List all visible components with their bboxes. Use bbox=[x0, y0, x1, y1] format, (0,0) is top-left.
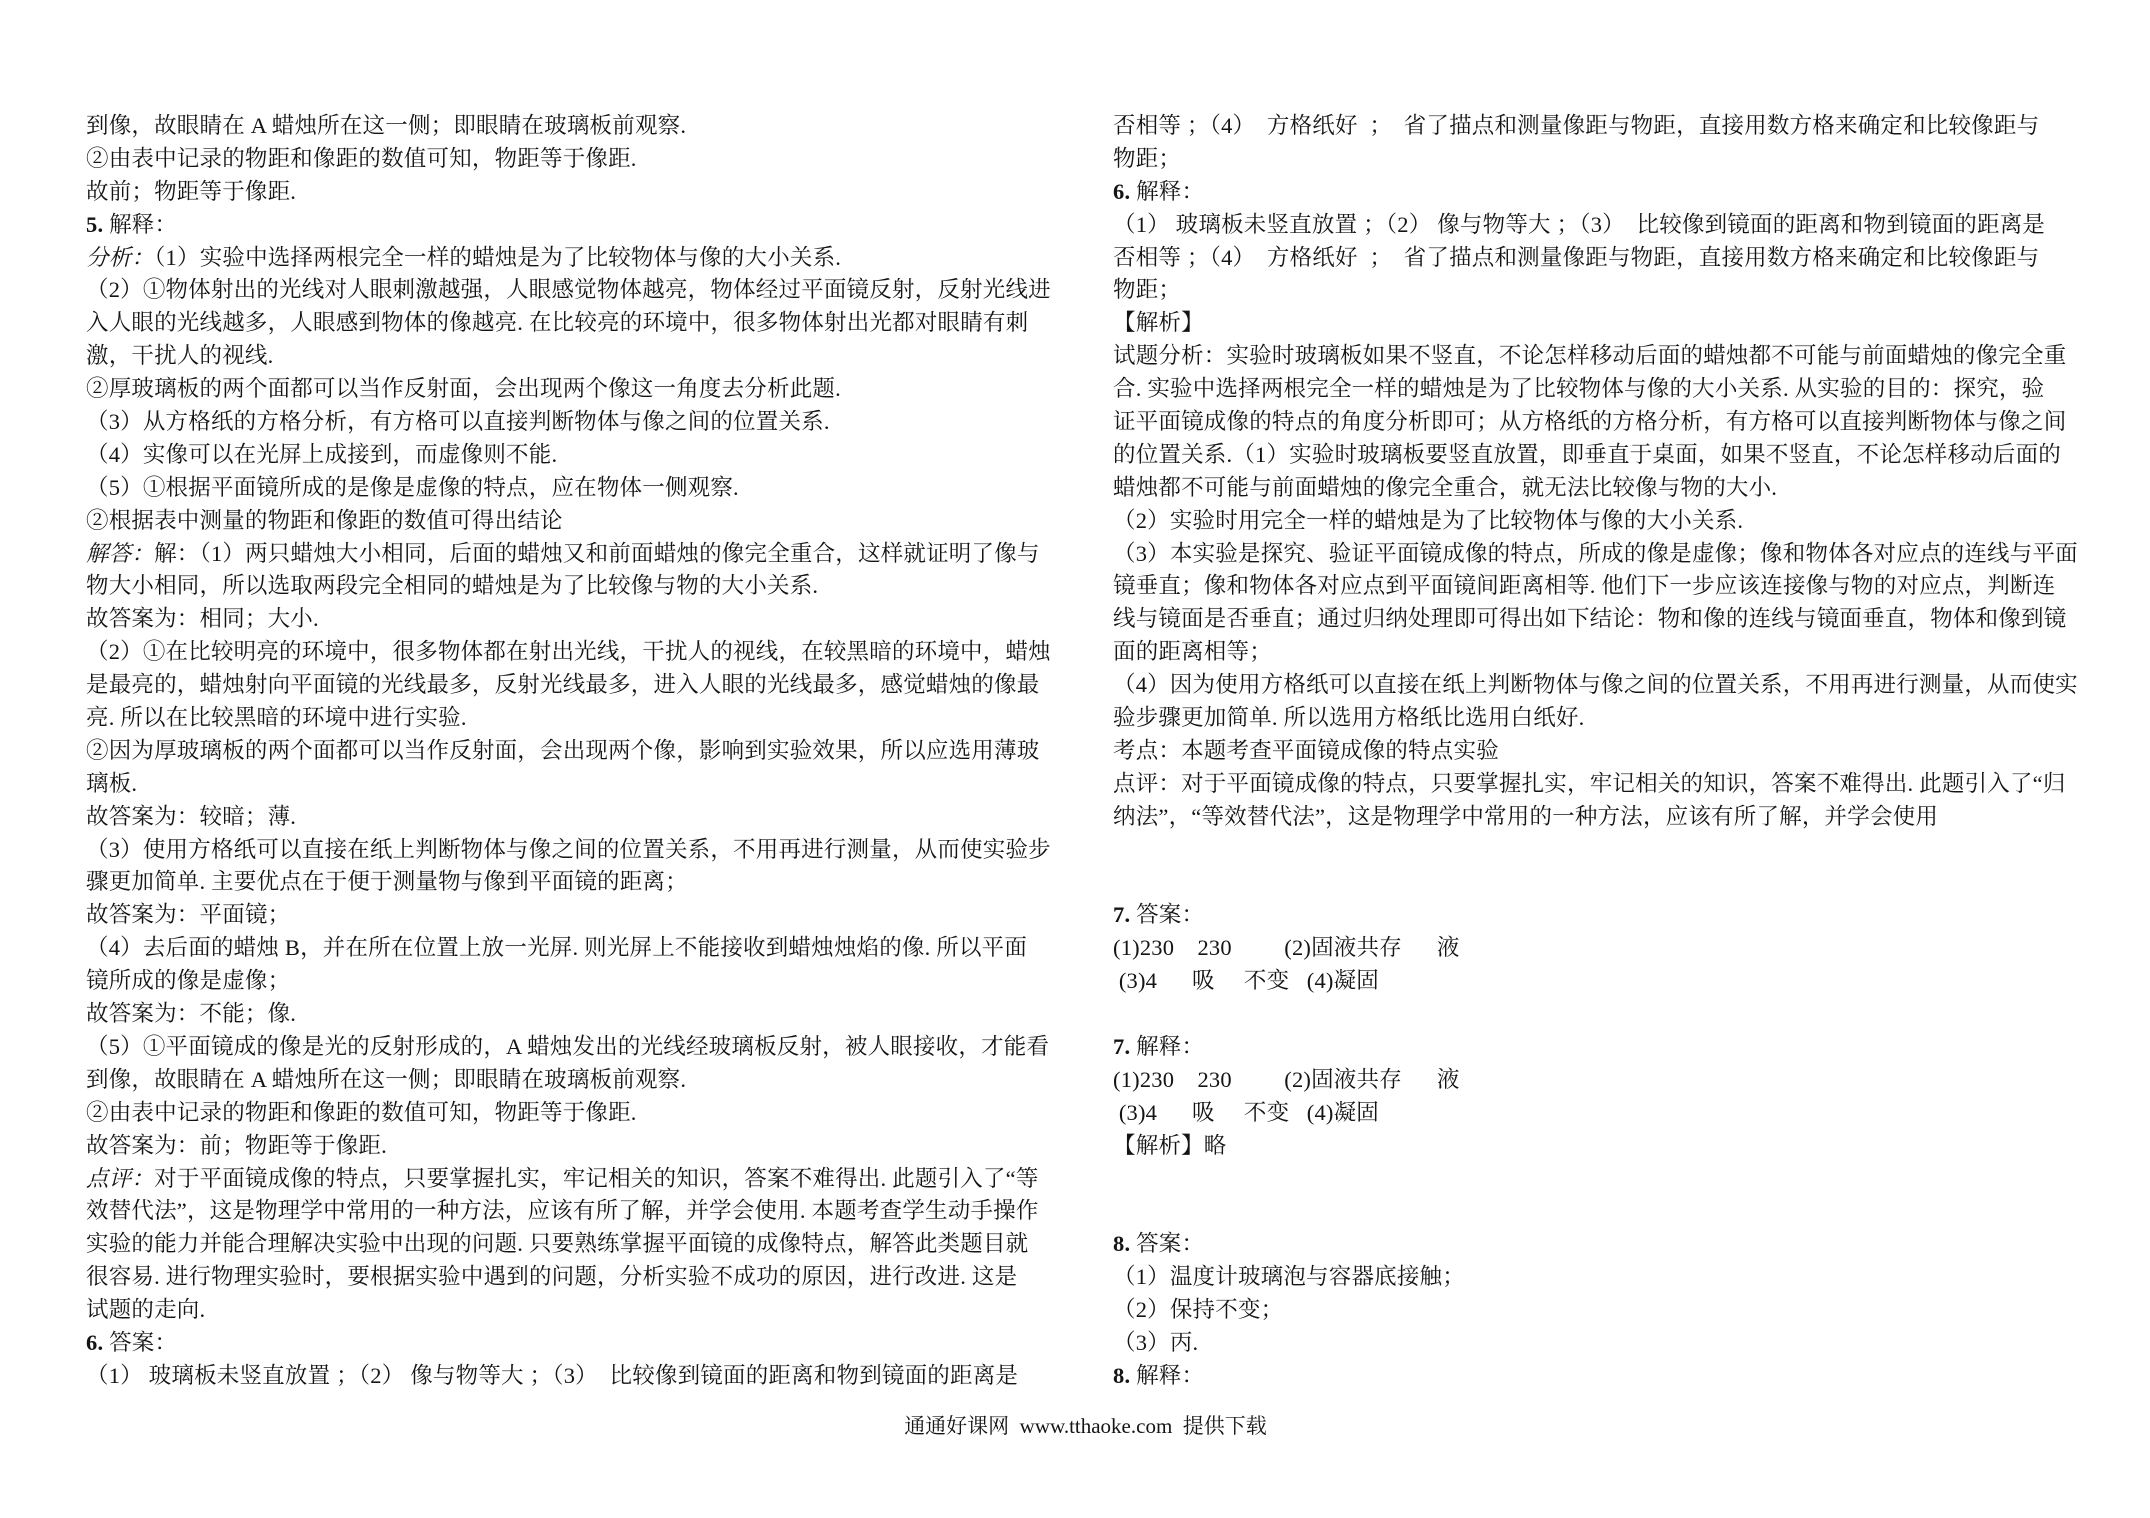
text-run: 故答案为：较暗；薄. bbox=[86, 803, 297, 829]
text-run: 对于平面镜成像的特点，只要掌握扎实，牢记相关的知识，答案不难得出. 此题引入了“等 bbox=[154, 1165, 1039, 1191]
italic-label: 解答： bbox=[86, 540, 155, 566]
text-run: 证平面镜成像的特点的角度分析即可；从方格纸的方格分析，有方格可以直接判断物体与像之间 bbox=[1113, 409, 2067, 435]
bold-number: 8. bbox=[1113, 1231, 1131, 1257]
text-line bbox=[86, 801, 1054, 834]
text-line bbox=[1113, 1294, 2081, 1327]
text-line bbox=[1113, 373, 2081, 406]
text-line bbox=[1113, 1228, 2081, 1261]
text-run: 到像，故眼睛在 A 蜡烛所在这一侧；即眼睛在玻璃板前观察. bbox=[86, 1066, 687, 1092]
text-run: 物距； bbox=[1113, 277, 1182, 303]
text-line bbox=[86, 143, 1054, 176]
text-line bbox=[1113, 1097, 2081, 1130]
text-line bbox=[86, 1031, 1054, 1064]
text-line bbox=[86, 406, 1054, 439]
left-column bbox=[86, 110, 1054, 1393]
page-footer bbox=[0, 1381, 2150, 1471]
text-run: 点评：对于平面镜成像的特点，只要掌握扎实，牢记相关的知识，答案不难得出. 此题引入了“归 bbox=[1113, 770, 2066, 796]
text-line bbox=[1113, 735, 2081, 768]
text-run: 否相等 ；（4） 方格纸好 ； 省了描点和测量像距与物距，直接用数方格来确定和比较像距与 bbox=[1113, 244, 2040, 270]
text-line bbox=[1113, 866, 2081, 899]
bold-number: 6. bbox=[1113, 178, 1131, 204]
text-run: 物大小相同，所以选取两段完全相同的蜡烛是为了比较像与物的大小关系. bbox=[86, 573, 819, 599]
text-line bbox=[86, 340, 1054, 373]
text-run: （3）从方格纸的方格分析，有方格可以直接判断物体与像之间的位置关系. bbox=[86, 409, 830, 435]
text-run: 的位置关系.（1）实验时玻璃板要竖直放置，即垂直于桌面，如果不竖直，不论怎样移动后面的 bbox=[1113, 441, 2061, 467]
text-line bbox=[1113, 965, 2081, 998]
text-line bbox=[86, 472, 1054, 505]
bold-number: 7. bbox=[1113, 1033, 1131, 1059]
text-run: 【解析】略 bbox=[1113, 1132, 1227, 1158]
text-run: 合. 实验中选择两根完全一样的蜡烛是为了比较物体与像的大小关系. 从实验的目的：探究，验 bbox=[1113, 376, 2045, 402]
text-line bbox=[86, 110, 1054, 143]
text-run: ②厚玻璃板的两个面都可以当作反射面，会出现两个像这一角度去分析此题. bbox=[86, 376, 841, 402]
text-run: 镜垂直；像和物体各对应点到平面镜间距离相等. 他们下一步应该连接像与物的对应点，判断连 bbox=[1113, 573, 2056, 599]
text-run: 解释： bbox=[1130, 178, 1205, 204]
text-run: 是最亮的，蜡烛射向平面镜的光线最多，反射光线最多，进入人眼的光线最多，感觉蜡烛的像最 bbox=[86, 672, 1040, 698]
text-line bbox=[1113, 340, 2081, 373]
text-line bbox=[86, 636, 1054, 669]
text-run: （2）实验时用完全一样的蜡烛是为了比较物体与像的大小关系. bbox=[1113, 507, 1744, 533]
text-line bbox=[1113, 603, 2081, 636]
text-line bbox=[1113, 143, 2081, 176]
text-line bbox=[1113, 307, 2081, 340]
italic-label: 点评： bbox=[86, 1165, 155, 1191]
text-line bbox=[86, 702, 1054, 735]
text-run: 解释： bbox=[103, 211, 178, 237]
text-line bbox=[1113, 110, 2081, 143]
text-run: ②由表中记录的物距和像距的数值可知，物距等于像距. bbox=[86, 145, 637, 171]
text-run: （5）①根据平面镜所成的是像是虚像的特点，应在物体一侧观察. bbox=[86, 474, 739, 500]
text-line bbox=[86, 439, 1054, 472]
bold-number: 6. bbox=[86, 1329, 104, 1355]
text-run: 否相等 ；（4） 方格纸好 ； 省了描点和测量像距与物距，直接用数方格来确定和比较像距与 bbox=[1113, 113, 2040, 138]
text-line bbox=[86, 834, 1054, 867]
text-line bbox=[1113, 209, 2081, 242]
text-run: （3）使用方格纸可以直接在纸上判断物体与像之间的位置关系，不用再进行测量，从而使实验步 bbox=[86, 836, 1051, 862]
text-run: 效替代法”，这是物理学中常用的一种方法，应该有所了解，并学会使用. 本题考查学生动手操作 bbox=[86, 1198, 1039, 1224]
text-line bbox=[1113, 1327, 2081, 1360]
text-run: （4）实像可以在光屏上成接到，而虚像则不能. bbox=[86, 441, 558, 467]
text-run: 验步骤更加简单. 所以选用方格纸比选用白纸好. bbox=[1113, 705, 1585, 731]
bold-number: 5. bbox=[86, 211, 104, 237]
text-run: 实验的能力并能合理解决实验中出现的问题. 只要熟练掌握平面镜的成像特点，解答此类题目就 bbox=[86, 1231, 1029, 1257]
text-run: （2）①物体射出的光线对人眼刺激越强，人眼感觉物体越亮，物体经过平面镜反射，反射光线进 bbox=[86, 277, 1051, 303]
text-run: 很容易. 进行物理实验时，要根据实验中遇到的问题，分析实验不成功的原因，进行改进. 这是 bbox=[86, 1264, 1018, 1290]
text-line bbox=[1113, 1064, 2081, 1097]
text-line bbox=[1113, 570, 2081, 603]
text-run: (1)230 230 (2)固液共存 液 bbox=[1113, 1066, 1460, 1092]
text-run: 解释： bbox=[1130, 1362, 1205, 1388]
text-run: (1)230 230 (2)固液共存 液 bbox=[1113, 935, 1460, 961]
text-line bbox=[86, 866, 1054, 899]
text-run: 【解析】 bbox=[1113, 310, 1204, 336]
text-line bbox=[86, 1327, 1054, 1360]
text-run: 线与镜面是否垂直；通过归纳处理即可得出如下结论：物和像的连线与镜面垂直，物体和像到镜 bbox=[1113, 606, 2067, 632]
text-line bbox=[1113, 998, 2081, 1031]
footer-text: 通通好课网 www.tthaoke.com 提供下载 bbox=[904, 1414, 1267, 1438]
text-line bbox=[1113, 1163, 2081, 1196]
text-line bbox=[1113, 1261, 2081, 1294]
text-line bbox=[86, 1294, 1054, 1327]
text-run: （4）去后面的蜡烛 B，并在所在位置上放一光屏. 则光屏上不能接收到蜡烛烛焰的像. 所以平面 bbox=[86, 935, 1028, 961]
text-line bbox=[86, 669, 1054, 702]
text-run: （1）实验中选择两根完全一样的蜡烛是为了比较物体与像的大小关系. bbox=[154, 244, 842, 270]
text-run: 答案： bbox=[1130, 1231, 1205, 1257]
text-run: (3)4 吸 不变 (4)凝固 bbox=[1113, 968, 1379, 994]
text-run: 试题的走向. bbox=[86, 1297, 206, 1323]
text-line bbox=[86, 274, 1054, 307]
text-line bbox=[1113, 1195, 2081, 1228]
text-line bbox=[86, 1064, 1054, 1097]
text-line bbox=[86, 1163, 1054, 1196]
text-line bbox=[86, 603, 1054, 636]
text-run: （3）本实验是探究、验证平面镜成像的特点，所成的像是虚像；像和物体各对应点的连线与平面 bbox=[1113, 540, 2078, 566]
text-run: 物距； bbox=[1113, 145, 1182, 171]
text-line bbox=[1113, 406, 2081, 439]
text-line bbox=[1113, 636, 2081, 669]
italic-label: 分析： bbox=[86, 244, 155, 270]
text-run: 考点：本题考查平面镜成像的特点实验 bbox=[1113, 737, 1499, 763]
text-run: 解：（1）两只蜡烛大小相同，后面的蜡烛又和前面蜡烛的像完全重合，这样就证明了像与 bbox=[154, 540, 1040, 566]
text-line bbox=[1113, 176, 2081, 209]
text-run: 到像，故眼睛在 A 蜡烛所在这一侧；即眼睛在玻璃板前观察. bbox=[86, 113, 687, 138]
text-line bbox=[86, 373, 1054, 406]
bold-number: 8. bbox=[1113, 1362, 1131, 1388]
text-line bbox=[86, 1195, 1054, 1228]
text-run: 故答案为：平面镜； bbox=[86, 902, 291, 928]
text-run: （3）丙. bbox=[1113, 1329, 1199, 1355]
text-run: 答案： bbox=[103, 1329, 178, 1355]
text-line bbox=[1113, 768, 2081, 801]
text-run: ②因为厚玻璃板的两个面都可以当作反射面，会出现两个像，影响到实验效果，所以应选用薄玻 bbox=[86, 737, 1040, 763]
text-line bbox=[1113, 1031, 2081, 1064]
text-line bbox=[1113, 505, 2081, 538]
text-run: (3)4 吸 不变 (4)凝固 bbox=[1113, 1099, 1379, 1125]
text-run: 亮. 所以在比较黑暗的环境中进行实验. bbox=[86, 705, 467, 731]
text-run: 镜所成的像是虚像； bbox=[86, 968, 291, 994]
text-line bbox=[86, 176, 1054, 209]
text-run: 璃板. bbox=[86, 770, 138, 796]
text-run: （2）保持不变； bbox=[1113, 1297, 1284, 1323]
text-run: 故前；物距等于像距. bbox=[86, 178, 297, 204]
text-line bbox=[86, 899, 1054, 932]
text-line bbox=[86, 242, 1054, 275]
text-line bbox=[86, 505, 1054, 538]
text-run: 故答案为：相同；大小. bbox=[86, 606, 319, 632]
text-line bbox=[86, 768, 1054, 801]
text-line bbox=[1113, 899, 2081, 932]
text-line bbox=[1113, 439, 2081, 472]
text-line bbox=[1113, 1130, 2081, 1163]
right-column bbox=[1113, 110, 2081, 1393]
text-line bbox=[1113, 801, 2081, 834]
text-line bbox=[86, 1228, 1054, 1261]
text-line bbox=[86, 1130, 1054, 1163]
text-run: 骤更加简单. 主要优点在于便于测量物与像到平面镜的距离； bbox=[86, 869, 688, 895]
bold-number: 7. bbox=[1113, 902, 1131, 928]
text-run: 故答案为：不能；像. bbox=[86, 1001, 297, 1027]
text-line bbox=[1113, 834, 2081, 867]
text-run: ②根据表中测量的物距和像距的数值可得出结论 bbox=[86, 507, 563, 533]
text-line bbox=[1113, 274, 2081, 307]
text-line bbox=[86, 1097, 1054, 1130]
text-run: （2）①在比较明亮的环境中，很多物体都在射出光线，干扰人的视线，在较黑暗的环境中，蜡烛 bbox=[86, 639, 1051, 665]
text-run: 激，干扰人的视线. bbox=[86, 343, 274, 369]
text-line bbox=[86, 307, 1054, 340]
text-run: 蜡烛都不可能与前面蜡烛的像完全重合，就无法比较像与物的大小. bbox=[1113, 474, 1778, 500]
text-run: 故答案为：前；物距等于像距. bbox=[86, 1132, 387, 1158]
text-run: 试题分析：实验时玻璃板如果不竖直，不论怎样移动后面的蜡烛都不可能与前面蜡烛的像完全重 bbox=[1113, 343, 2067, 369]
text-run: （5）①平面镜成的像是光的反射形成的，A 蜡烛发出的光线经玻璃板反射，被人眼接收，才能看 bbox=[86, 1033, 1050, 1059]
text-line bbox=[1113, 702, 2081, 735]
text-run: 纳法”，“等效替代法”，这是物理学中常用的一种方法，应该有所了解，并学会使用 bbox=[1113, 803, 1939, 829]
text-line bbox=[86, 209, 1054, 242]
text-line bbox=[1113, 669, 2081, 702]
text-line bbox=[86, 998, 1054, 1031]
text-line bbox=[86, 965, 1054, 998]
text-line bbox=[86, 570, 1054, 603]
text-run: ②由表中记录的物距和像距的数值可知，物距等于像距. bbox=[86, 1099, 637, 1125]
text-run: 面的距离相等； bbox=[1113, 639, 1272, 665]
text-line bbox=[86, 932, 1054, 965]
text-line bbox=[1113, 242, 2081, 275]
text-line bbox=[86, 538, 1054, 571]
text-run: （1） 玻璃板未竖直放置 ；（2） 像与物等大 ；（3） 比较像到镜面的距离和物到镜面的距离是 bbox=[1113, 211, 2046, 237]
text-line bbox=[86, 1261, 1054, 1294]
text-run: （4）因为使用方格纸可以直接在纸上判断物体与像之间的位置关系，不用再进行测量，从而使实 bbox=[1113, 672, 2078, 698]
text-run: 解释： bbox=[1130, 1033, 1205, 1059]
text-line bbox=[1113, 932, 2081, 965]
text-line bbox=[1113, 472, 2081, 505]
text-run: （1）温度计玻璃泡与容器底接触； bbox=[1113, 1264, 1465, 1290]
text-run: 答案： bbox=[1130, 902, 1205, 928]
text-line bbox=[1113, 538, 2081, 571]
text-run: 入人眼的光线越多，人眼感到物体的像越亮. 在比较亮的环境中，很多物体射出光都对眼睛有刺 bbox=[86, 310, 1029, 336]
text-line bbox=[86, 735, 1054, 768]
text-run: （1） 玻璃板未竖直放置 ；（2） 像与物等大 ；（3） 比较像到镜面的距离和物到镜面的距离是 bbox=[86, 1362, 1019, 1388]
